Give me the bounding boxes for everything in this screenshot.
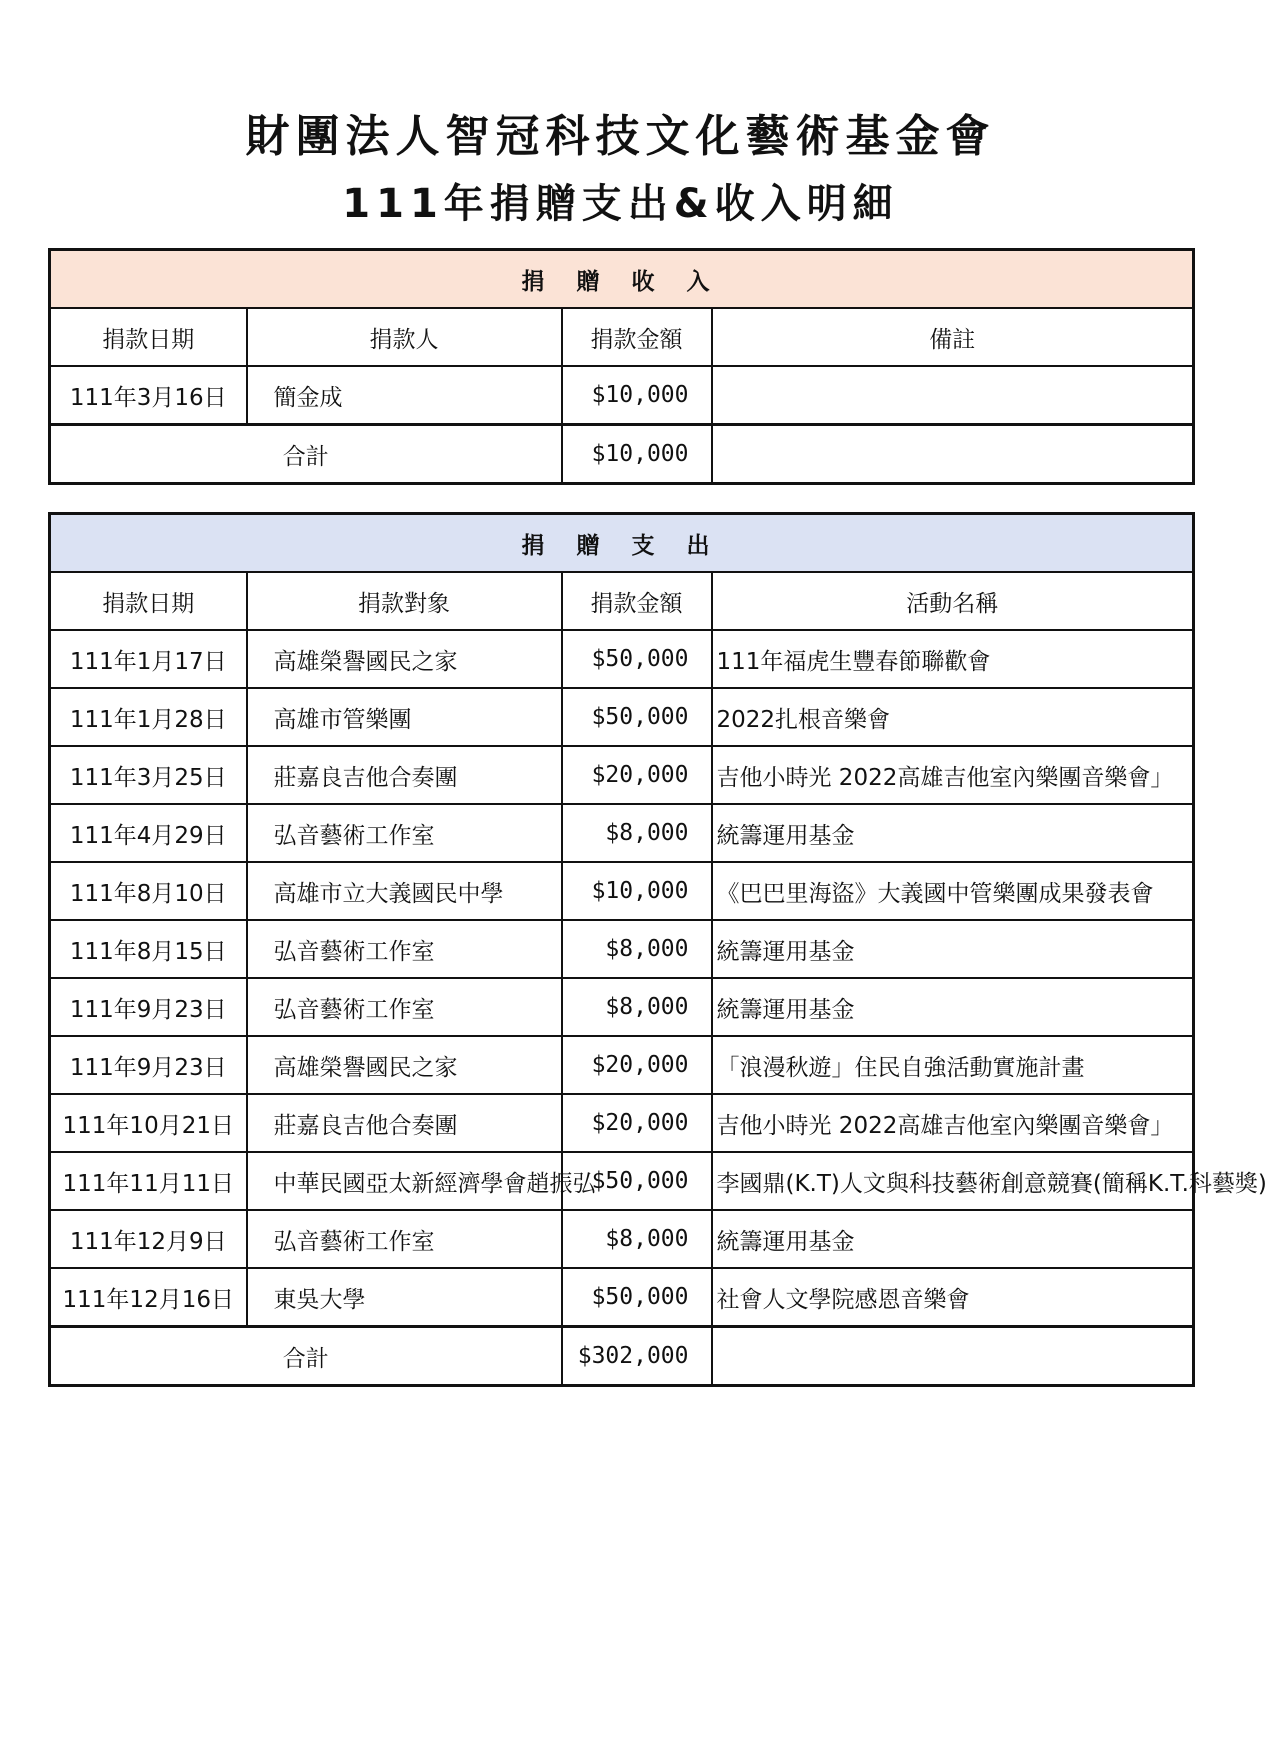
column-header-date: 捐款日期	[50, 572, 247, 630]
activity-name: 李國鼎(K.T)人文與科技藝術創意競賽(簡稱K.T.科藝獎)	[712, 1152, 1194, 1210]
income-table	[48, 248, 1195, 485]
total-amount: $302,000	[562, 1327, 712, 1386]
column-header-amount: 捐款金額	[562, 308, 712, 366]
recipient-name: 高雄市立大義國民中學	[247, 862, 562, 920]
expense-total-row	[50, 1327, 1194, 1386]
document-title: 財團法人智冠科技文化藝術基金會	[245, 111, 996, 162]
total-amount: $10,000	[562, 425, 712, 484]
recipient-name: 弘音藝術工作室	[247, 1210, 562, 1268]
donation-amount: $8,000	[562, 978, 712, 1036]
donation-amount: $8,000	[562, 1210, 712, 1268]
activity-name: 2022扎根音樂會	[712, 688, 1194, 746]
table-row	[50, 688, 1194, 746]
donation-date: 111年1月17日	[50, 630, 247, 688]
table-row	[50, 1152, 1194, 1210]
activity-name: 吉他小時光 2022高雄吉他室內樂團音樂會」	[712, 1094, 1194, 1152]
activity-name: 統籌運用基金	[712, 804, 1194, 862]
donation-amount: $20,000	[562, 746, 712, 804]
column-header-date: 捐款日期	[50, 308, 247, 366]
recipient-name: 東吳大學	[247, 1268, 562, 1327]
donation-date: 111年8月10日	[50, 862, 247, 920]
total-label: 合計	[50, 425, 562, 484]
table-row	[50, 1094, 1194, 1152]
table-row	[50, 920, 1194, 978]
donation-amount: $8,000	[562, 804, 712, 862]
recipient-name: 弘音藝術工作室	[247, 804, 562, 862]
column-header-recipient: 捐款對象	[247, 572, 562, 630]
donation-note	[712, 366, 1194, 425]
total-label: 合計	[50, 1327, 562, 1386]
donation-amount: $50,000	[562, 688, 712, 746]
recipient-name: 高雄榮譽國民之家	[247, 1036, 562, 1094]
donation-date: 111年1月28日	[50, 688, 247, 746]
recipient-name: 中華民國亞太新經濟學會趙振弘	[247, 1152, 562, 1210]
expense-table	[48, 512, 1267, 1387]
table-row	[50, 746, 1194, 804]
income-heading: 捐 贈 收 入	[50, 250, 1194, 309]
income-total-row	[50, 425, 1194, 484]
income-column-headers	[50, 308, 1194, 366]
activity-name: 吉他小時光 2022高雄吉他室內樂團音樂會」	[712, 746, 1194, 804]
column-header-note: 備註	[712, 308, 1194, 366]
donation-date: 111年9月23日	[50, 978, 247, 1036]
expense-heading: 捐 贈 支 出	[50, 514, 1194, 573]
donation-amount: $10,000	[562, 366, 712, 425]
recipient-name: 莊嘉良吉他合奏團	[247, 1094, 562, 1152]
column-header-activity: 活動名稱	[712, 572, 1194, 630]
total-note	[712, 1327, 1194, 1386]
donation-amount: $10,000	[562, 862, 712, 920]
donation-amount: $50,000	[562, 1268, 712, 1327]
donation-amount: $20,000	[562, 1094, 712, 1152]
donation-amount: $50,000	[562, 1152, 712, 1210]
recipient-name: 弘音藝術工作室	[247, 920, 562, 978]
table-row	[50, 978, 1194, 1036]
expense-section-header	[50, 514, 1194, 573]
table-row	[50, 1268, 1194, 1327]
table-row	[50, 804, 1194, 862]
donation-date: 111年9月23日	[50, 1036, 247, 1094]
activity-name: 統籌運用基金	[712, 978, 1194, 1036]
activity-name: 統籌運用基金	[712, 1210, 1194, 1268]
column-header-amount: 捐款金額	[562, 572, 712, 630]
donation-date: 111年11月11日	[50, 1152, 247, 1210]
donation-date: 111年3月25日	[50, 746, 247, 804]
donor-name: 簡金成	[247, 366, 562, 425]
recipient-name: 高雄榮譽國民之家	[247, 630, 562, 688]
recipient-name: 莊嘉良吉他合奏團	[247, 746, 562, 804]
activity-name: 111年福虎生豐春節聯歡會	[712, 630, 1194, 688]
donation-amount: $20,000	[562, 1036, 712, 1094]
activity-name: 社會人文學院感恩音樂會	[712, 1268, 1194, 1327]
table-row	[50, 366, 1194, 425]
donation-date: 111年4月29日	[50, 804, 247, 862]
donation-date: 111年8月15日	[50, 920, 247, 978]
total-note	[712, 425, 1194, 484]
donation-date: 111年12月9日	[50, 1210, 247, 1268]
recipient-name: 弘音藝術工作室	[247, 978, 562, 1036]
table-row	[50, 1210, 1194, 1268]
donation-amount: $8,000	[562, 920, 712, 978]
recipient-name: 高雄市管樂團	[247, 688, 562, 746]
donation-amount: $50,000	[562, 630, 712, 688]
column-header-donor: 捐款人	[247, 308, 562, 366]
table-row	[50, 630, 1194, 688]
activity-name: 統籌運用基金	[712, 920, 1194, 978]
donation-date: 111年10月21日	[50, 1094, 247, 1152]
expense-column-headers	[50, 572, 1194, 630]
table-row	[50, 862, 1194, 920]
table-row	[50, 1036, 1194, 1094]
activity-name: 《巴巴里海盜》大義國中管樂團成果發表會	[712, 862, 1194, 920]
donation-date: 111年12月16日	[50, 1268, 247, 1327]
donation-date: 111年3月16日	[50, 366, 247, 425]
document-subtitle: 111年捐贈支出&收入明細	[342, 181, 899, 227]
activity-name: 「浪漫秋遊」住民自強活動實施計畫	[712, 1036, 1194, 1094]
income-section-header	[50, 250, 1194, 309]
